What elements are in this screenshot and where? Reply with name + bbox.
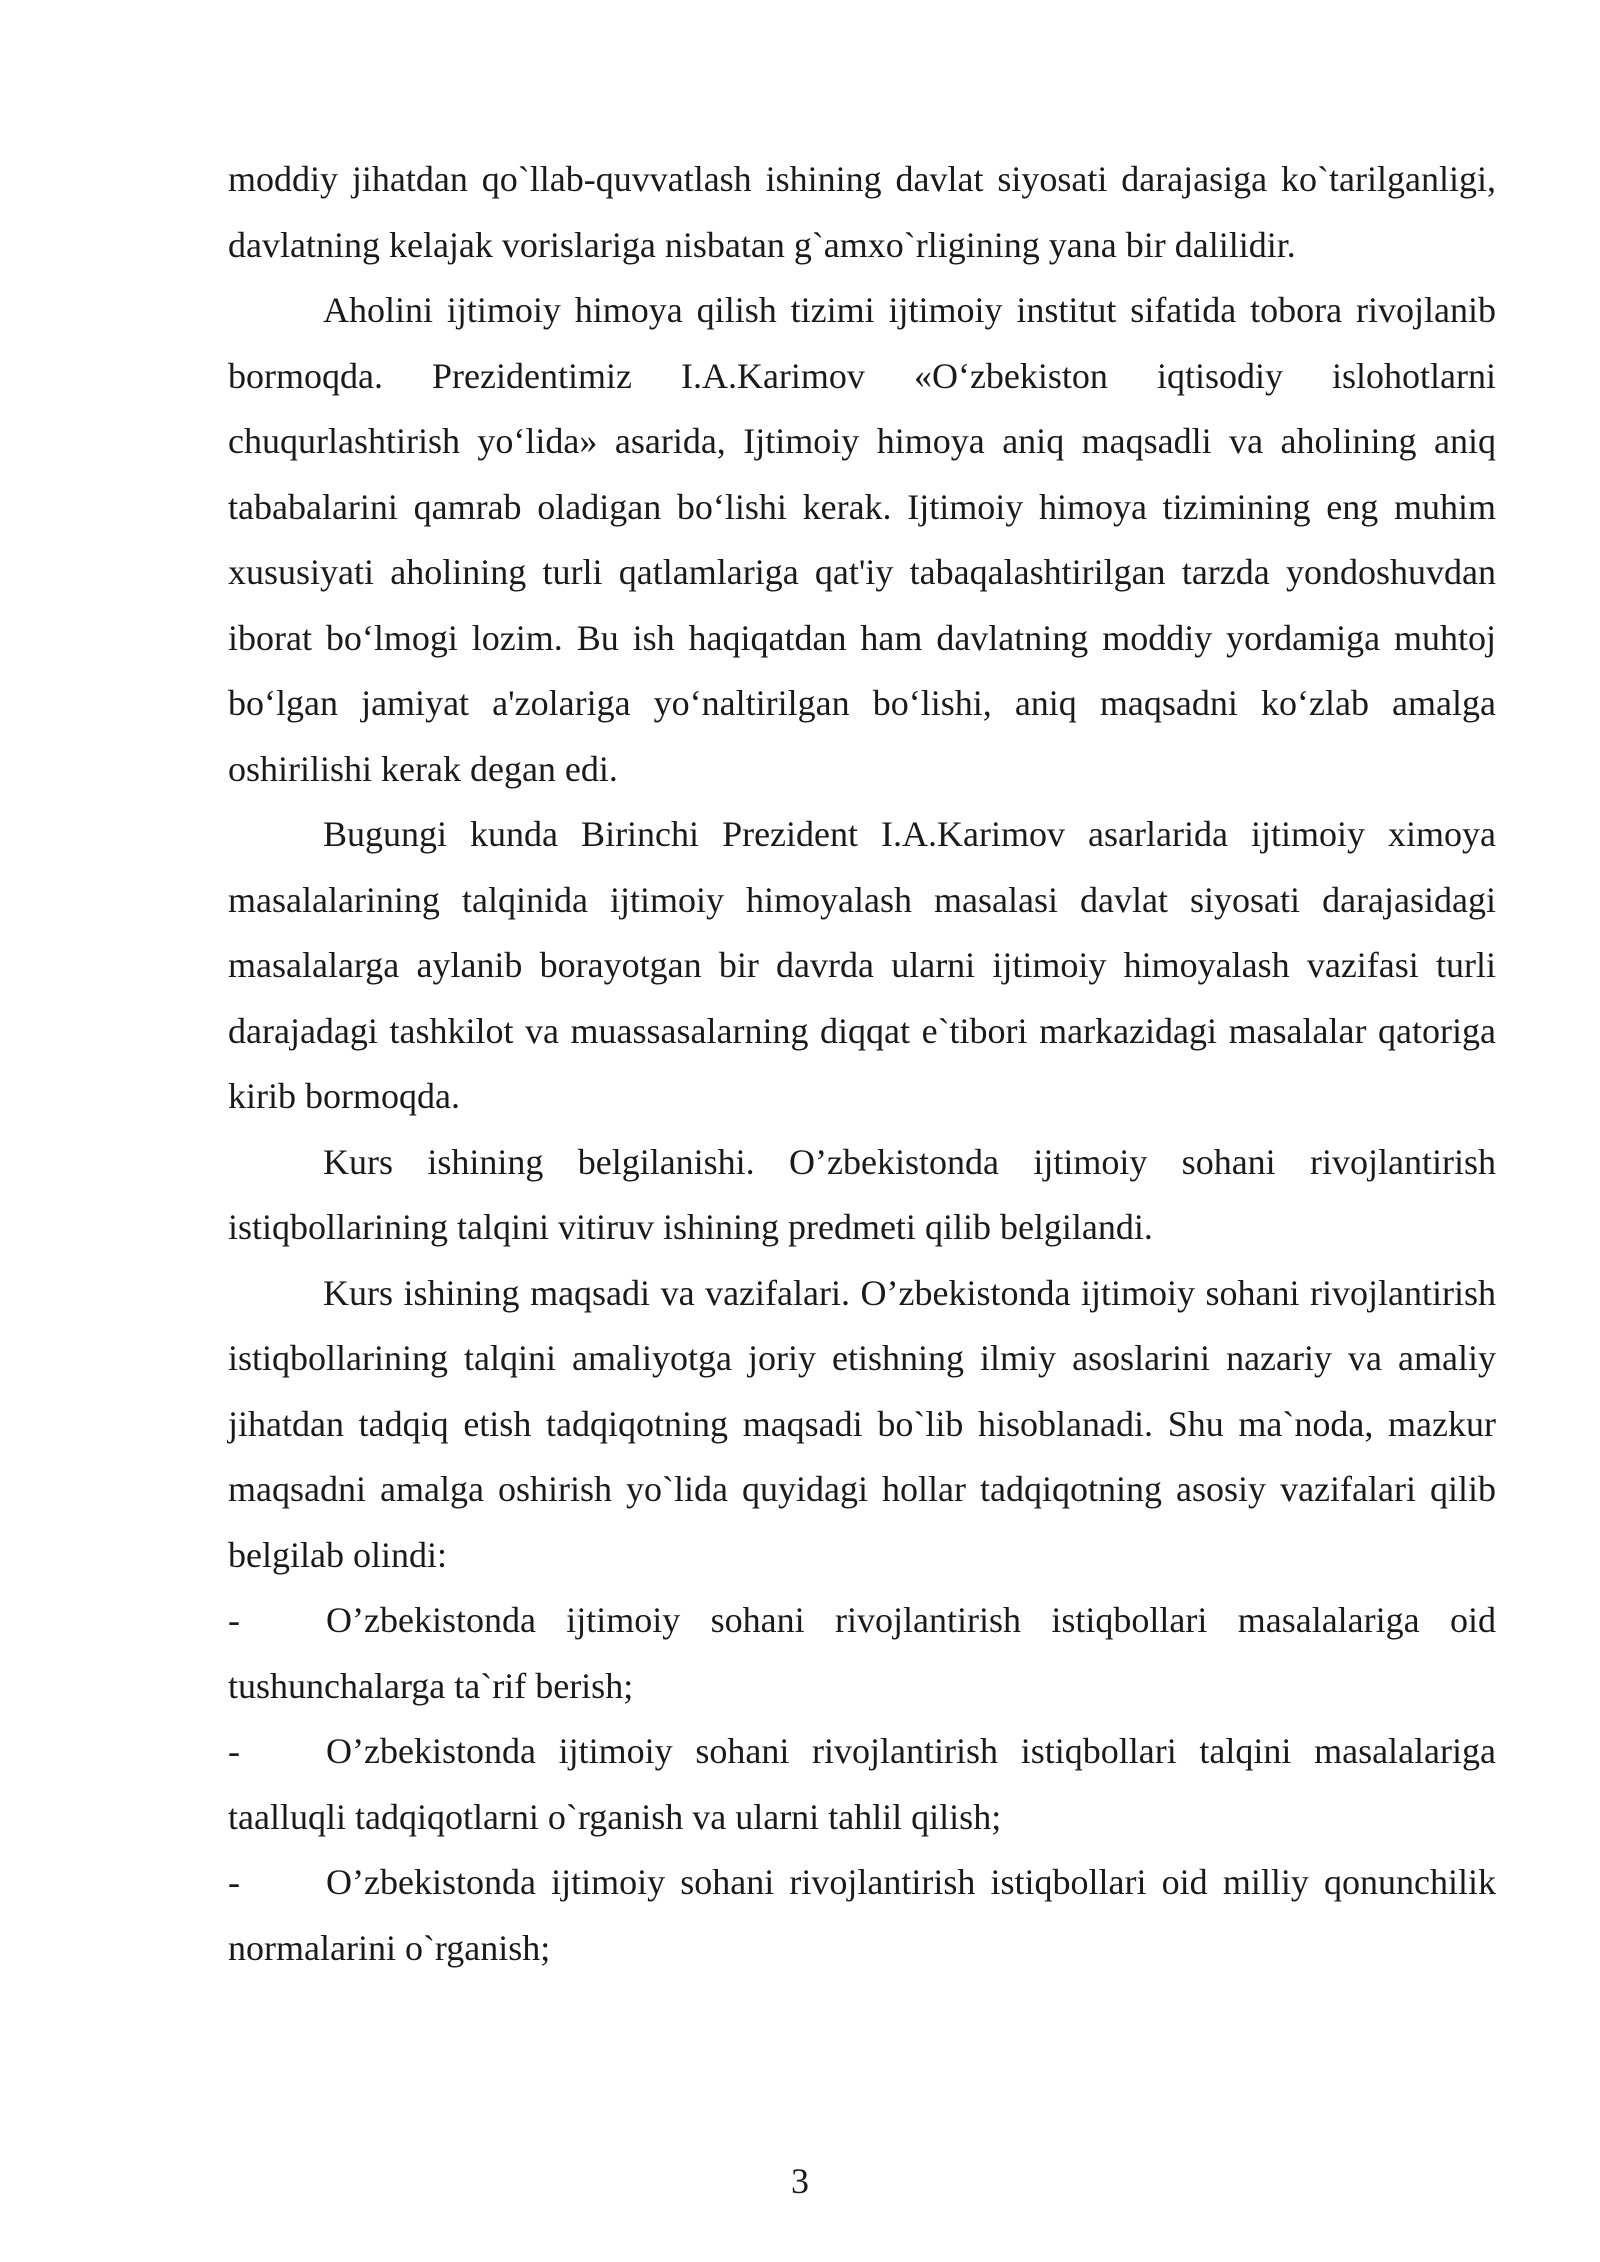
paragraph-current-state: Bugungi kunda Birinchi Prezident I.A.Karimov asarlarida ijtimoiy ximoya masalalarining talqinida ijtimoiy himoyalash masalasi davlat siyosati darajasidagi masalalarga aylanib borayotgan bir davrda ularni ijtimoiy himoyalash vazifasi turli darajadagi tashkilot va muassasalarning diqqat e`tibori markazidagi masalalar qatoriga kirib bormoqda. xyxy=(228,814,1496,1116)
list-item xyxy=(228,1719,1496,1850)
paragraph-continuation: moddiy jihatdan qo`llab-quvvatlash ishining davlat siyosati darajasiga ko`tarilganligi, davlatning kelajak vorislariga nisbatan g`amxo`rligining yana bir dalilidir. xyxy=(228,159,1496,265)
list-item-text: O’zbekistonda ijtimoiy sohani rivojlantirish istiqbollari oid milliy qonunchilik normalarini o`rganish; xyxy=(228,1862,1496,1968)
bullet-dash: - xyxy=(228,1731,240,1771)
document-body xyxy=(228,147,1496,1981)
list-item xyxy=(228,1588,1496,1719)
bullet-dash: - xyxy=(228,1862,240,1902)
bullet-dash: - xyxy=(228,1600,240,1640)
list-item-text: O’zbekistonda ijtimoiy sohani rivojlantirish istiqbollari talqini masalalariga taalluqli tadqiqotlarni o`rganish va ularni tahlil qilish; xyxy=(228,1731,1496,1837)
list-item xyxy=(228,1850,1496,1981)
page-number: 3 xyxy=(791,2161,809,2201)
paragraph-social-protection-system: Aholini ijtimoiy himoya qilish tizimi ijtimoiy institut sifatida tobora rivojlanib bormoqda. Prezidentimiz I.A.Karimov «O‘zbekiston iqtisodiy islohotlarni chuqurlashtirish yo‘lida» asarida, Ijtimoiy himoya aniq maqsadli va aholining aniq tababalarini qamrab oladigan bo‘lishi kerak. Ijtimoiy himoya tizimining eng muhim xususiyati aholining turli qatlamlariga qat'iy tabaqalashtirilgan tarzda yondoshuvdan iborat bo‘lmogi lozim. Bu ish haqiqatdan ham davlatning moddiy yordamiga muhtoj bo‘lgan jamiyat a'zolariga yo‘naltirilgan bo‘lishi, aniq maqsadni ko‘zlab amalga oshirilishi kerak degan edi. xyxy=(228,290,1496,789)
paragraph-goals-and-tasks: Kurs ishining maqsadi va vazifalari. O’zbekistonda ijtimoiy sohani rivojlantirish istiqbollarining talqini amaliyotga joriy etishning ilmiy asoslarini nazariy va amaliy jihatdan tadqiq etish tadqiqotning maqsadi bo`lib hisoblanadi. Shu ma`noda, mazkur maqsadni amalga oshirish yo`lida quyidagi hollar tadqiqotning asosiy vazifalari qilib belgilab olindi: xyxy=(228,1272,1496,1575)
list-item-text: O’zbekistonda ijtimoiy sohani rivojlantirish istiqbollari masalalariga oid tushunchalarga ta`rif berish; xyxy=(228,1600,1496,1706)
paragraph-subject-definition: Kurs ishining belgilanishi. O’zbekistonda ijtimoiy sohani rivojlantirish istiqbollarining talqini vitiruv ishining predmeti qilib belgilandi. xyxy=(228,1141,1496,1247)
